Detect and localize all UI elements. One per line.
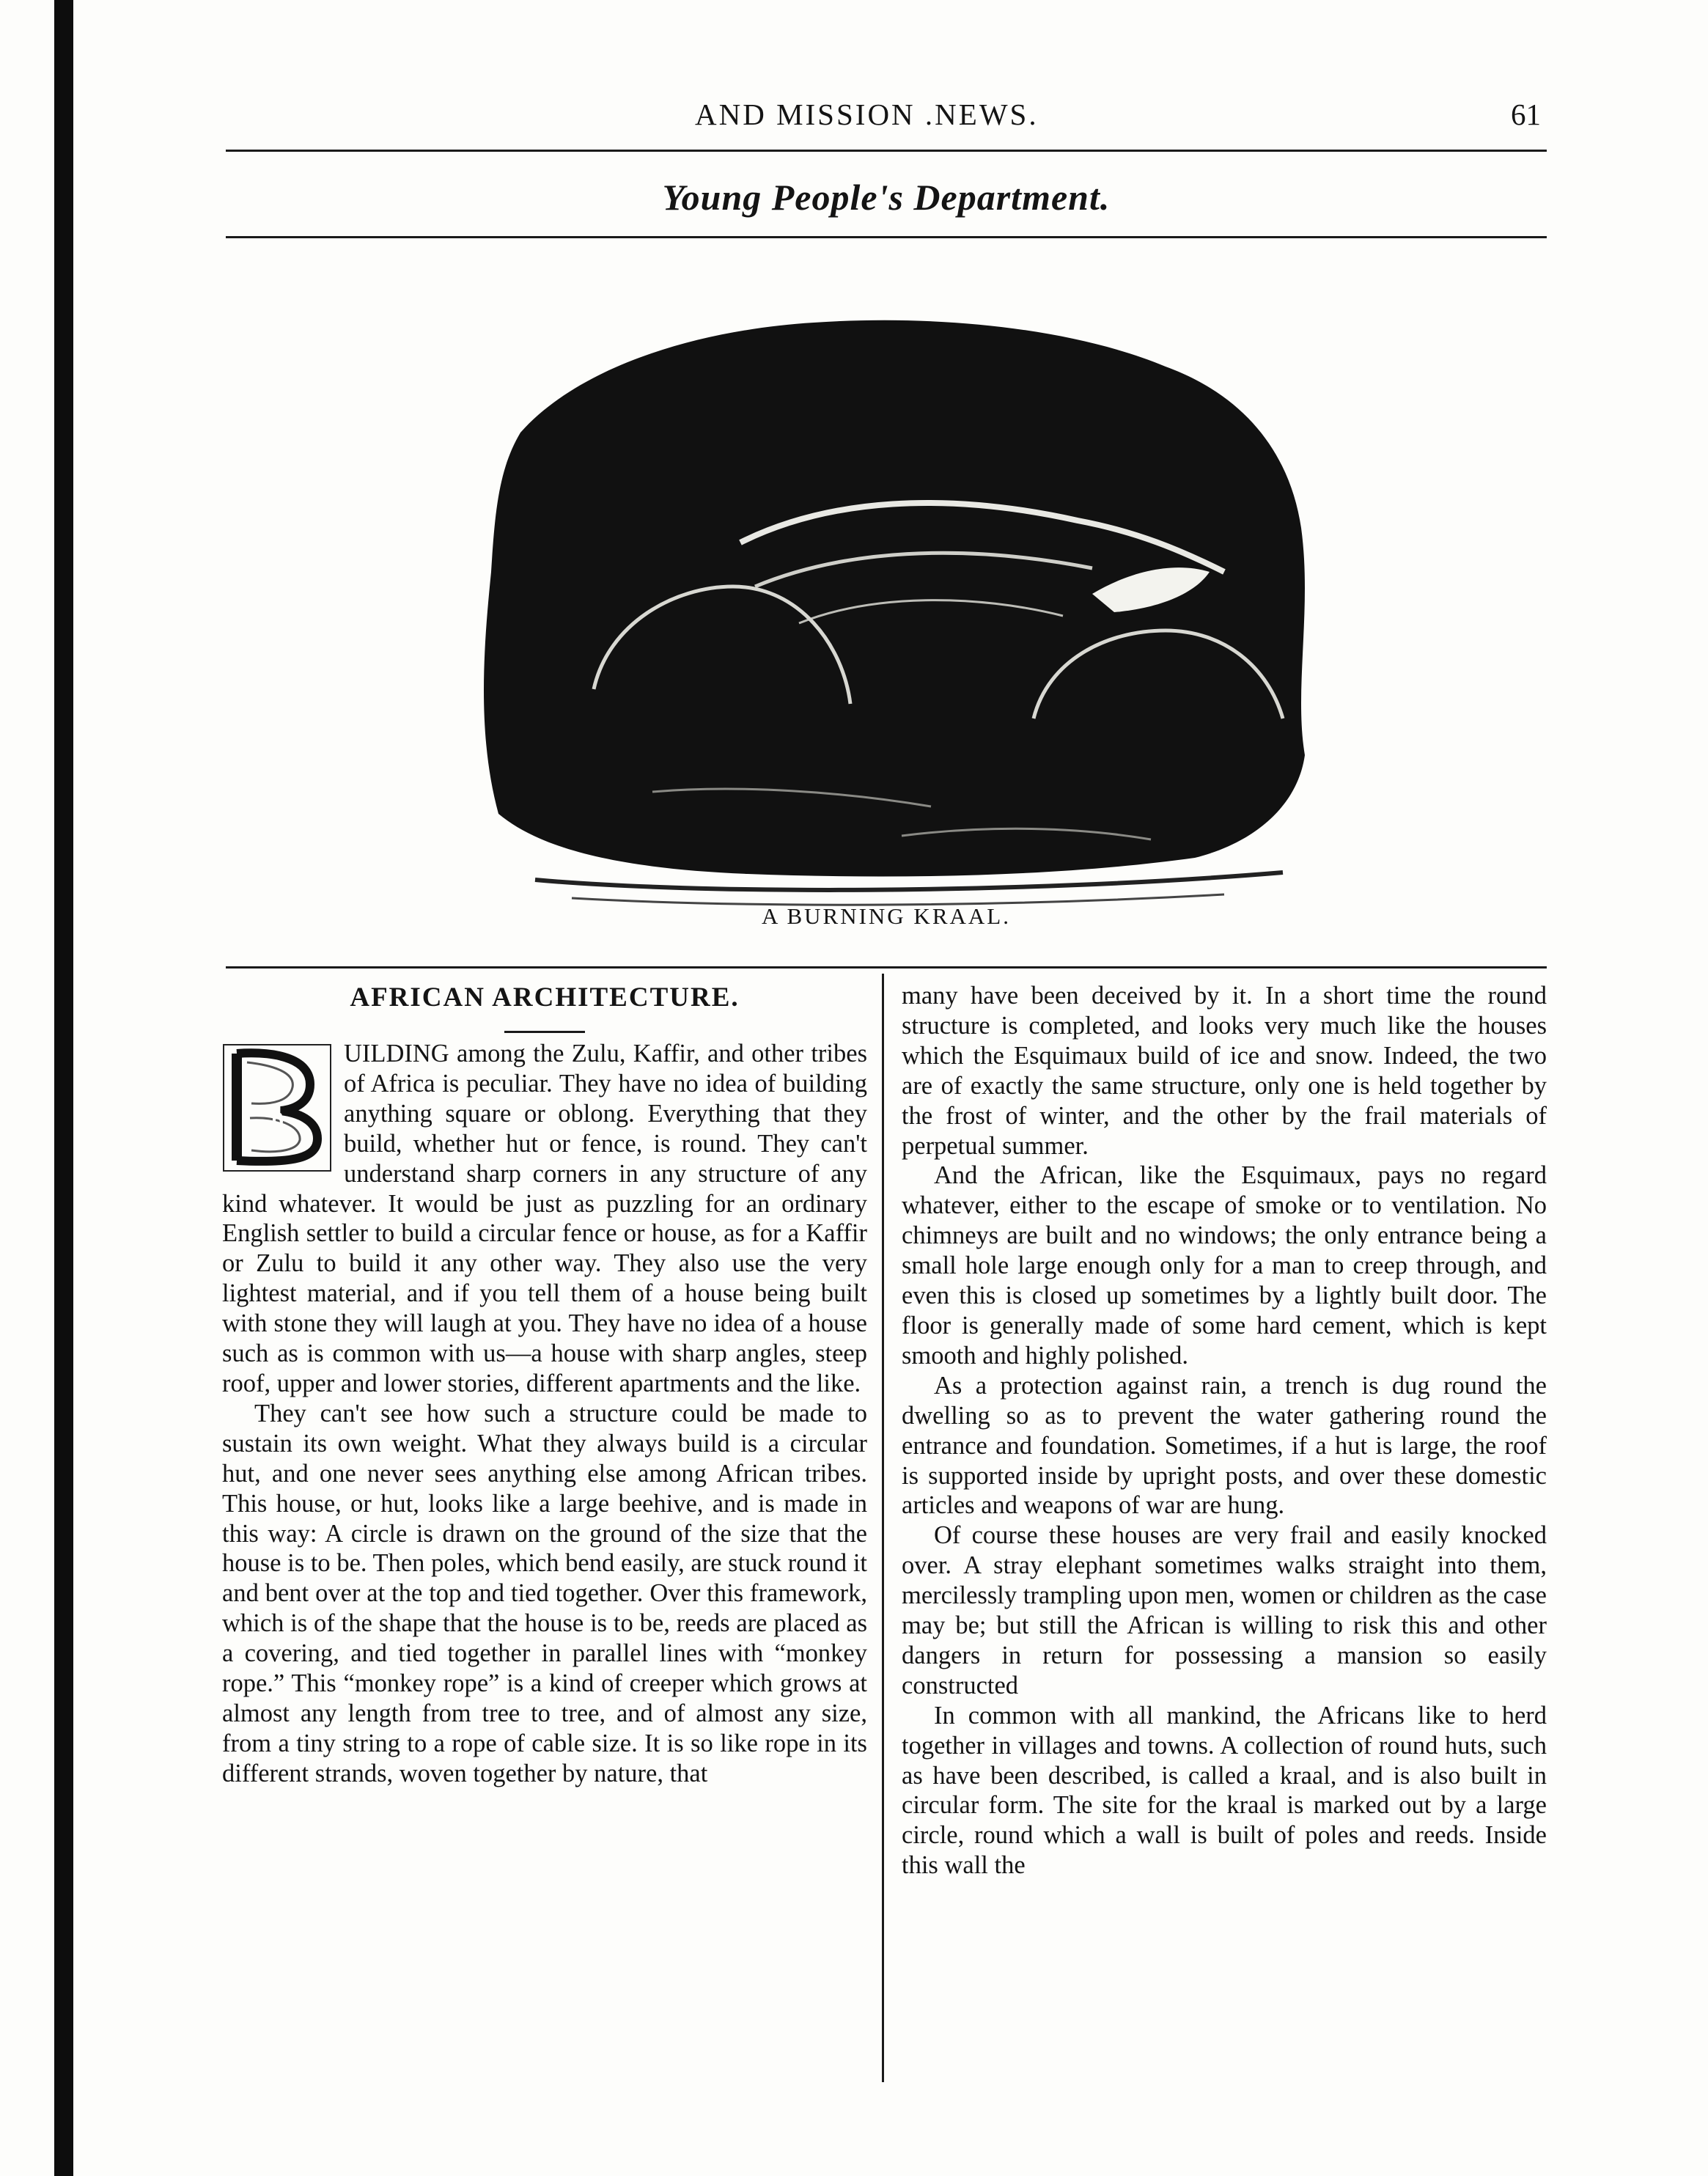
article-title: AFRICAN ARCHITECTURE.: [350, 982, 740, 1012]
page-number: 61: [1511, 98, 1541, 131]
department-title: Young People's Department.: [662, 177, 1111, 218]
caption-rule: [226, 966, 1547, 968]
running-title: AND MISSION .NEWS.: [695, 98, 1039, 131]
title-rule: [504, 1031, 585, 1033]
article-paragraph: As a protection against rain, a trench is dug round the dwelling so as to prevent the water gathering round the entrance and foundation. Sometimes, if a hut is large, the roof is supported inside by upright posts, and over these domestic articles and weapons of war are hung.: [902, 1371, 1547, 1520]
header-rule: [226, 150, 1547, 152]
illustration-caption: A BURNING KRAAL.: [762, 903, 1011, 929]
department-rule: [226, 236, 1547, 238]
article-paragraph: In common with all mankind, the Africans like to herd together in villages and towns. A collection of round huts, such as have been described, is called a kraal, and is also built in circular form. The site for the kraal is marked out by a large circle, round which a wall is built of poles and reeds. Inside this wall the: [902, 1701, 1547, 1880]
running-head: [226, 94, 1547, 139]
article-paragraph: UILDING among the Zulu, Kaffir, and other tribes of Africa is peculiar. They have no idea of building anything square or oblong. Everything that they build, whether hut or fence, is round. They can't understand sharp corners in any structure of any kind whatever. It would be just as puzzling for an ordinary English settler to build a circular fence or house, as for a Kaffir or Zulu to build it any other way. They also use the very lightest material, and if you tell them of a house being built with stone they will laugh at you. They have no idea of a house such as is common with us—a house with sharp angles, steep roof, upper and lower stories, different apartments and the like.: [222, 1040, 867, 1397]
svg-text:B: B: [270, 1109, 284, 1130]
article-paragraph: And the African, like the Esquimaux, pays no regard whatever, either to the escape of smoke or to ventilation. No chimneys are built and no windows; the only entrance being a small hole large enough only for a man to creep through, and even this is closed up sometimes by a lightly built door. The floor is generally made of some hard cement, which is kept smooth and highly polished.: [902, 1161, 1547, 1370]
burning-kraal-illustration: [432, 279, 1356, 909]
article-paragraph: Of course these houses are very frail and easily knocked over. A stray elephant sometimes walks straight into them, mercilessly trampling upon men, women or children as the case may be; but still the African is willing to risk this and other dangers in return for possessing a mansion so easily constructed: [902, 1521, 1547, 1699]
article-column-left: [222, 981, 867, 1789]
binding-edge: [54, 0, 73, 2176]
article-paragraph: They can't see how such a structure could be made to sustain its own weight. What they always build is a circular hut, and one never sees anything else among African tribes. This house, or hut, looks like a large beehive, and is made in this way: A circle is drawn on the ground of the size that the house is to be. Then poles, which bend easily, are stuck round it and bent over at the top and tied together. Over this framework, which is of the shape that the house is to be, reeds are placed as a covering, and tied together in parallel lines with “monkey rope.” This “monkey rope” is a kind of creeper which grows at almost any length from tree to tree, and of almost any size, from a tiny string to a rope of cable size. It is so like rope in its different strands, woven together by nature, that: [222, 1399, 867, 1787]
article-column-right: [902, 981, 1547, 1881]
column-divider: [882, 974, 884, 2082]
article-paragraph: many have been deceived by it. In a short time the round structure is completed, and looks very much like the houses which the Esquimaux build of ice and snow. Indeed, the two are of exactly the same structure, only one is held together by the frost of winter, and the other by the frail materials of perpetual summer.: [902, 982, 1547, 1160]
ornamental-drop-cap-b: [222, 1043, 332, 1172]
